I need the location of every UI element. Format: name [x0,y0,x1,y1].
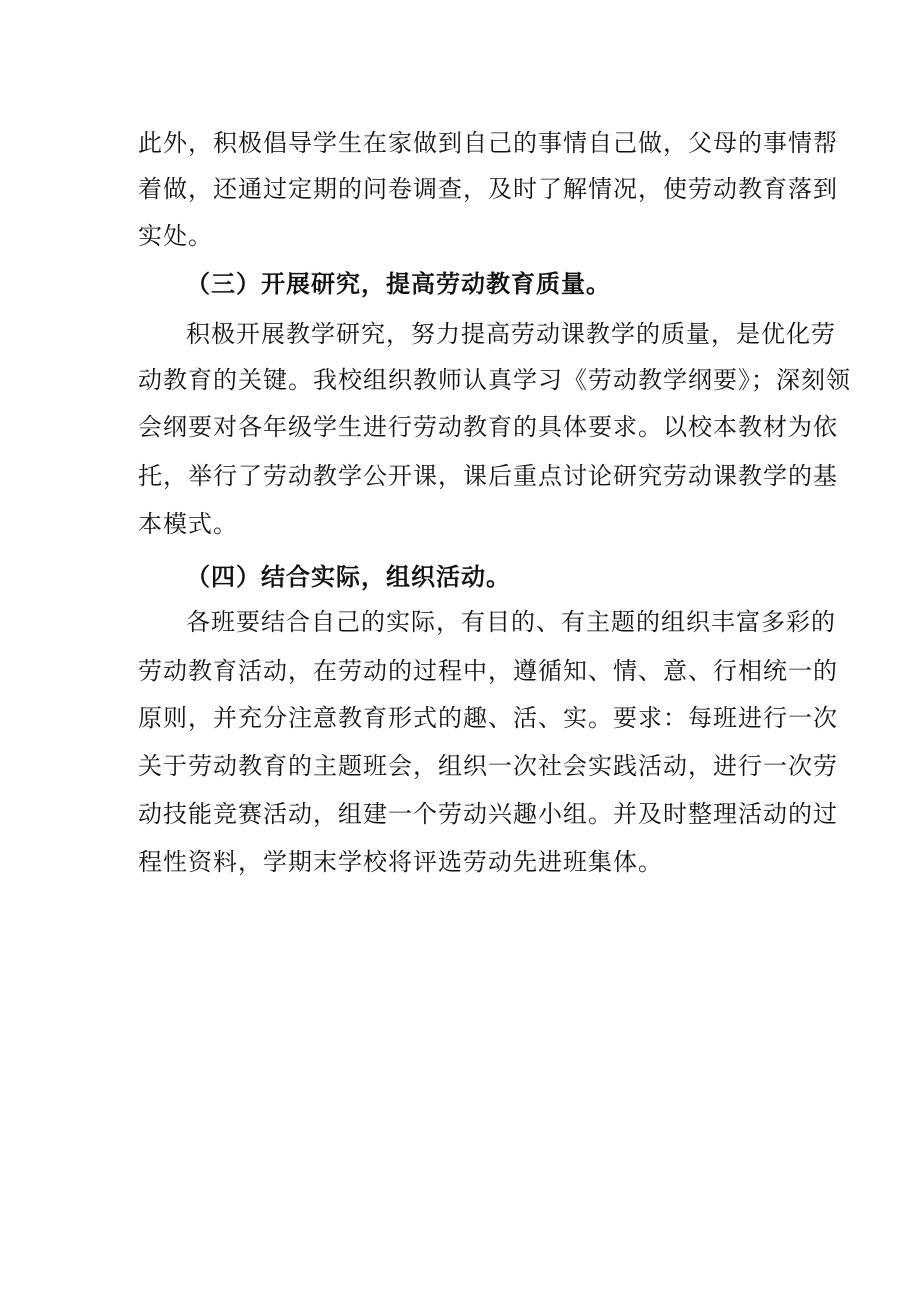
paragraph-line: 托，举行了劳动教学公开课，课后重点讨论研究劳动课教学的基 [138,462,838,490]
paragraph-line: 此外，积极倡导学生在家做到自己的事情自己做，父母的事情帮 [138,129,838,157]
paragraph-line: 实处。 [138,222,213,250]
paragraph-line: 程性资料，学期末学校将评选劳动先进班集体。 [138,848,663,876]
paragraph-line: 动技能竞赛活动，组建一个劳动兴趣小组。并及时整理活动的过 [138,800,838,828]
paragraph-line: 积极开展教学研究，努力提高劳动课教学的质量，是优化劳 [186,320,836,348]
paragraph-line: 本模式。 [138,510,238,538]
paragraph-line: 原则，并充分注意教育形式的趣、活、实。要求：每班进行一次 [138,704,838,732]
paragraph-line: 各班要结合自己的实际，有目的、有主题的组织丰富多彩的 [186,608,836,636]
paragraph-line: 关于劳动教育的主题班会，组织一次社会实践活动，进行一次劳 [138,752,838,780]
section-heading-4: （四）结合实际，组织活动。 [186,562,511,591]
section-heading-3: （三）开展研究，提高劳动教育质量。 [186,269,611,298]
paragraph-line: 着做，还通过定期的问卷调查，及时了解情况，使劳动教育落到 [138,175,838,203]
paragraph-line: 劳动教育活动，在劳动的过程中，遵循知、情、意、行相统一的 [138,657,838,685]
paragraph-line: 会纲要对各年级学生进行劳动教育的具体要求。以校本教材为依 [138,413,838,441]
paragraph-line: 动教育的关键。我校组织教师认真学习《劳动教学纲要》；深刻领 [138,366,851,394]
